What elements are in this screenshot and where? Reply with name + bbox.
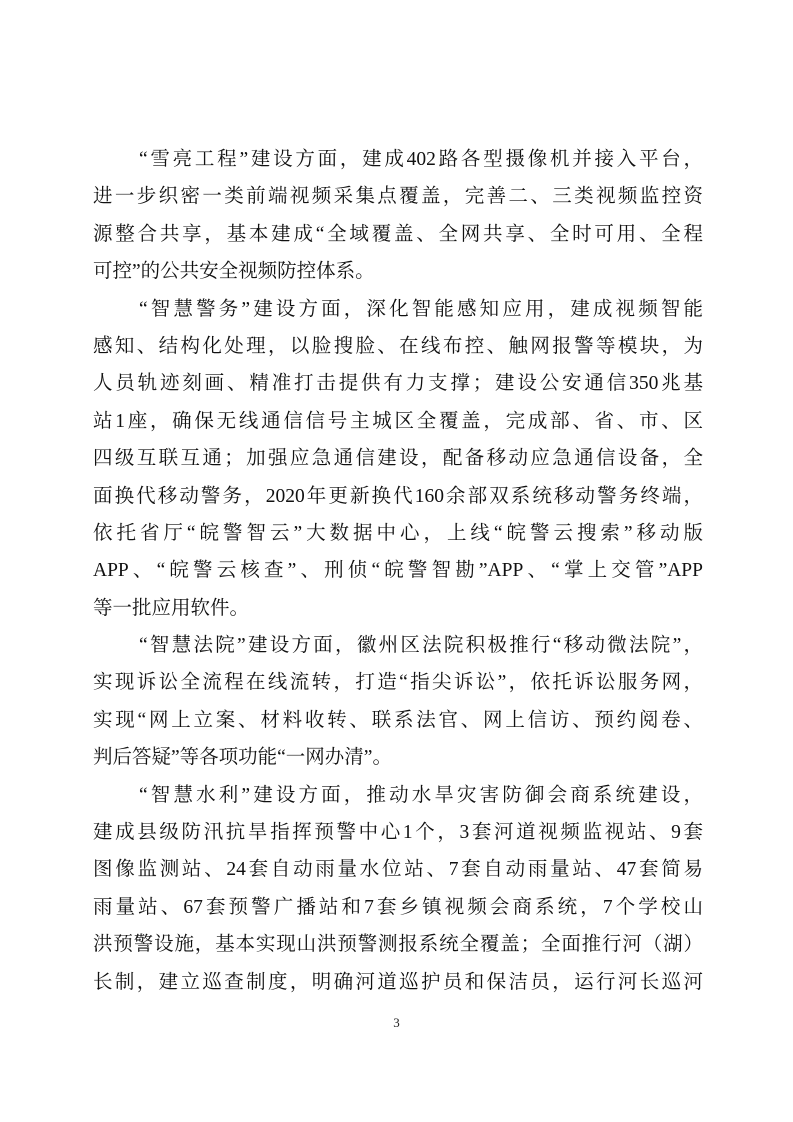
text-line: 四级互联互通；加强应急通信建设，配备移动应急通信设备，全 (93, 448, 703, 470)
text-line: “智慧水利”建设方面，推动水旱灾害防御会商系统建设， (139, 784, 703, 806)
text-line: 人员轨迹刻画、精准打击提供有力支撑；建设公安通信350兆基 (93, 373, 703, 395)
paragraph-xueliang-project (93, 141, 703, 291)
text-line: 判后答疑”等各项功能“一网办清”。 (93, 747, 392, 769)
paragraph-smart-water (93, 777, 703, 1001)
text-line: 图像监测站、24套自动雨量水位站、7套自动雨量站、47套简易 (93, 859, 703, 881)
text-line: 站1座，确保无线通信信号主城区全覆盖，完成部、省、市、区 (93, 410, 703, 432)
text-line: 实现诉讼全流程在线流转，打造“指尖诉讼”，依托诉讼服务网， (93, 672, 703, 694)
text-line: 洪预警设施，基本实现山洪预警测报系统全覆盖；全面推行河（湖） (93, 934, 703, 956)
text-line: APP、“皖警云核查”、刑侦“皖警智勘”APP、“掌上交管”APP (93, 560, 703, 582)
text-line: 实现“网上立案、材料收转、联系法官、网上信访、预约阅卷、 (93, 709, 703, 731)
paragraph-smart-court (93, 627, 703, 777)
text-line: 依托省厅“皖警智云”大数据中心，上线“皖警云搜索”移动版 (93, 522, 703, 544)
document-body (93, 141, 703, 1001)
paragraph-smart-policing (93, 291, 703, 628)
text-line: “智慧法院”建设方面，徽州区法院积极推行“移动微法院”， (139, 635, 703, 657)
page-number: 3 (393, 1015, 400, 1030)
text-line: 可控”的公共安全视频防控体系。 (93, 261, 375, 283)
text-line: 雨量站、67套预警广播站和7套乡镇视频会商系统，7个学校山 (93, 896, 703, 918)
text-line: “智慧警务”建设方面，深化智能感知应用，建成视频智能 (139, 298, 703, 320)
text-line: 感知、结构化处理，以脸搜脸、在线布控、触网报警等模块，为 (93, 335, 703, 357)
text-line: 源整合共享，基本建成“全域覆盖、全网共享、全时可用、全程 (93, 223, 703, 245)
text-line: “雪亮工程”建设方面，建成402路各型摄像机并接入平台， (139, 149, 703, 170)
text-line: 进一步织密一类前端视频采集点覆盖，完善二、三类视频监控资 (93, 186, 703, 208)
text-line: 面换代移动警务，2020年更新换代160余部双系统移动警务终端， (93, 485, 703, 507)
text-line: 等一批应用软件。 (93, 597, 250, 619)
text-line: 长制，建立巡查制度，明确河道巡护员和保洁员，运行河长巡河 (93, 971, 703, 993)
text-line: 建成县级防汛抗旱指挥预警中心1个，3套河道视频监视站、9套 (93, 822, 703, 844)
